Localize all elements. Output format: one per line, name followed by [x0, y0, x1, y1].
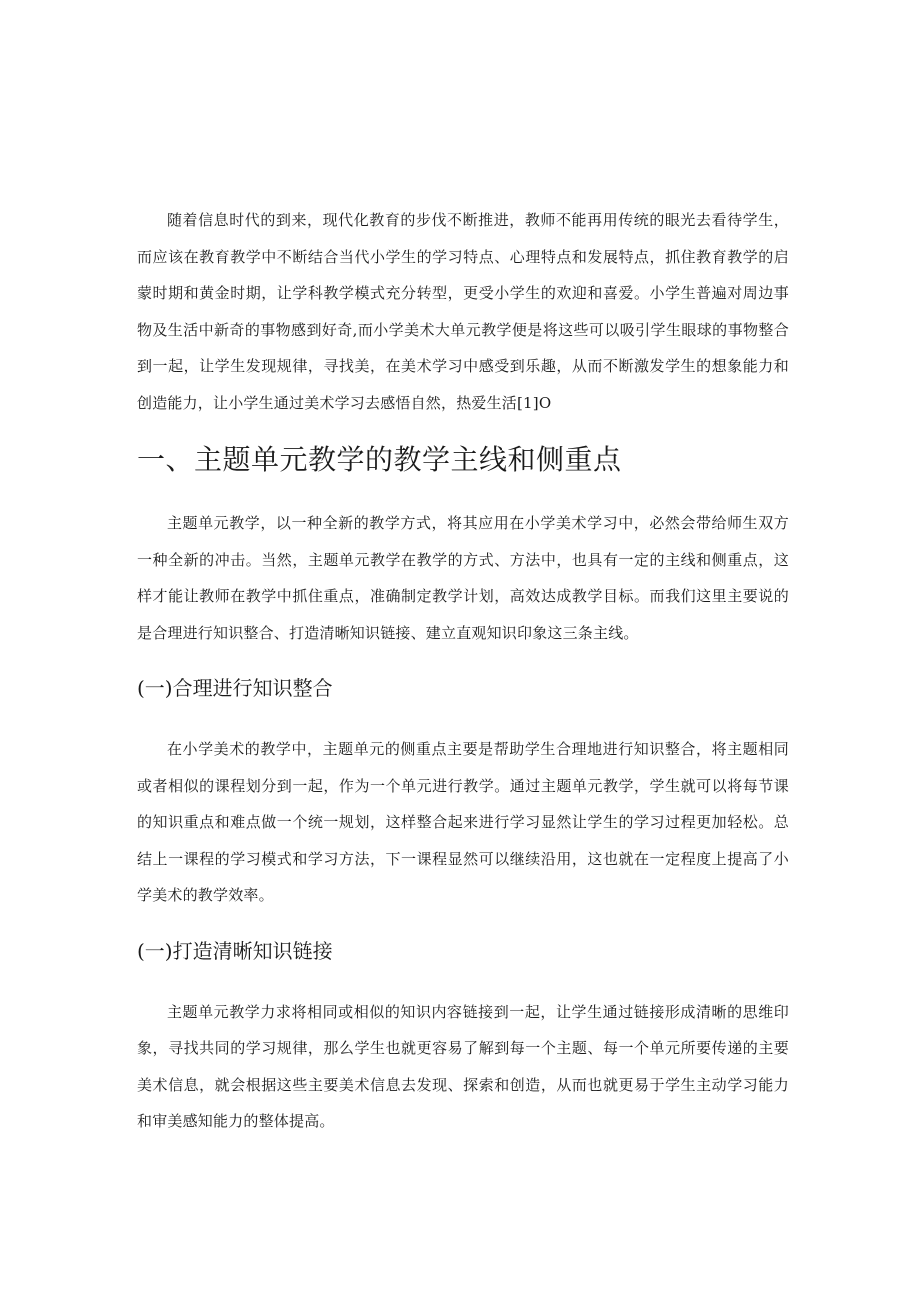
intro-paragraph: 随着信息时代的到来，现代化教育的步伐不断推进，教师不能再用传统的眼光去看待学生，而应该在教育教学中不断结合当代小学生的学习特点、心理特点和发展特点，抓住教育教学的启蒙时期和黄金时期，让学科教学模式充分转型，更受小学生的欢迎和喜爱。小学生普遍对周边事物及生活中新奇的事物感到好奇,而小学美术大单元教学便是将这些可以吸引学生眼球的事物整合到一起，让学生发现规律，寻找美，在美术学习中感受到乐趣，从而不断激发学生的想象能力和创造能力，让小学生通过美术学习去感悟自然，热爱生活[1]O — [137, 211, 789, 412]
subsection-paragraph-knowledge-links: 主题单元教学力求将相同或相似的知识内容链接到一起，让学生通过链接形成清晰的思维印象，寻找共同的学习规律，那么学生也就更容易了解到每一个主题、每一个单元所要传递的主要美术信息，就会根据这些主要美术信息去发现、探索和创造，从而也就更易于学生主动学习能力和审美感知能力的整体提高。 — [137, 1002, 789, 1130]
subsection-heading-knowledge-integration: (一)合理进行知识整合 — [137, 676, 333, 700]
document-body — [137, 202, 789, 1140]
subsection-heading-knowledge-links: (一)打造清晰知识链接 — [137, 938, 333, 963]
section-paragraph: 主题单元教学，以一种全新的教学方式，将其应用在小学美术学习中，必然会带给师生双方一种全新的冲击。当然，主题单元教学在教学的方式、方法中，也具有一定的主线和侧重点，这样才能让教师在教学中抓住重点，准确制定教学计划，高效达成教学目标。而我们这里主要说的是合理进行知识整合、打造清晰知识链接、建立直观知识印象这三条主线。 — [137, 514, 789, 642]
section-heading: 一、主题单元教学的教学主线和侧重点 — [137, 443, 622, 476]
subsection-paragraph-knowledge-integration: 在小学美术的教学中，主题单元的侧重点主要是帮助学生合理地进行知识整合，将主题相同或者相似的课程划分到一起，作为一个单元进行教学。通过主题单元教学，学生就可以将每节课的知识重点和难点做一个统一规划，这样整合起来进行学习显然让学生的学习过程更加轻松。总结上一课程的学习模式和学习方法，下一课程显然可以继续沿用，这也就在一定程度上提高了小学美术的教学效率。 — [137, 740, 789, 904]
